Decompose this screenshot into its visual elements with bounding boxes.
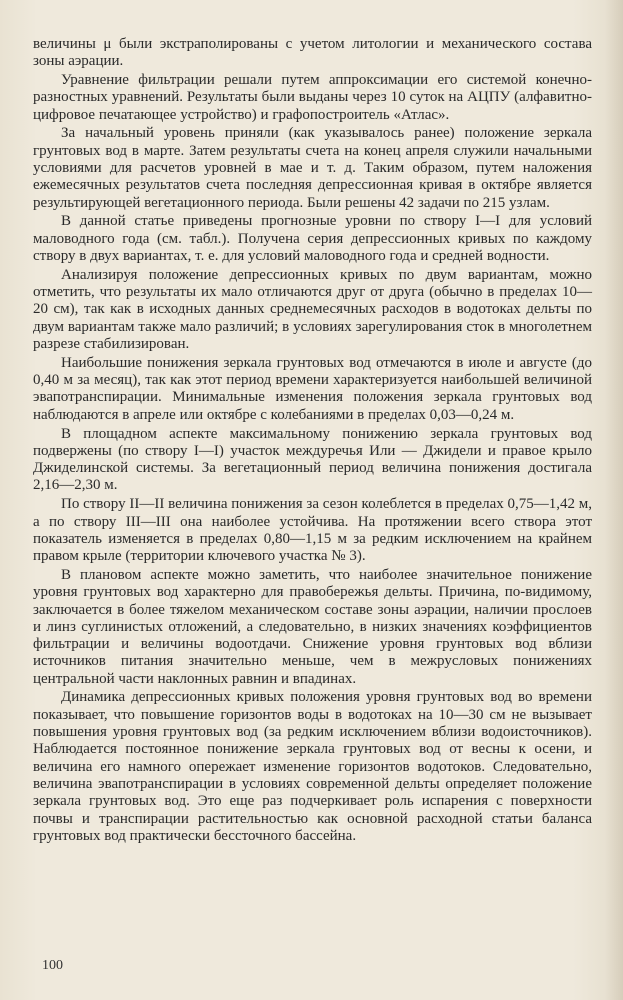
paragraph-4: В данной статье приведены прогнозные уровни по створу I—I для условий маловодного года (см. табл.). Получена серия депрессионных кривых по каждому створу в двух вариантах, т. е. для условий маловодного года и средней водности. — [33, 213, 592, 265]
paragraph-6: Наибольшие понижения зеркала грунтовых вод отмечаются в июле и августе (до 0,40 м за месяц), так как этот период времени характеризуется наибольшей величиной эвапотранспирации. Минимальные изменения положения зеркала грунтовых вод наблюдаются в апреле или октябре с колебаниями в пределах 0,03—0,24 м. — [33, 354, 592, 423]
paragraph-9: В плановом аспекте можно заметить, что наиболее значительное понижение уровня грунтовых вод характерно для правобережья дельты. Причина, по-видимому, заключается в более тяжелом механическом составе зоны аэрации, наличии прослоев и линз суглинистых отложений, а следовательно, в низких значениях коэффициентов фильтрации и величины водоотдачи. Снижение уровня грунтовых вод вблизи источников питания значительно меньше, чем в межрусловых понижениях центральной части наклонных равнин и впадинах. — [33, 566, 592, 687]
paragraph-7: В площадном аспекте максимальному понижению зеркала грунтовых вод подвержены (по створу I—I) участок междуречья Или — Джидели и правое крыло Джиделинской системы. За вегетационный период величина понижения достигала 2,16—2,30 м. — [33, 425, 592, 494]
body-text — [33, 36, 592, 847]
paragraph-8: По створу II—II величина понижения за сезон колеблется в пределах 0,75—1,42 м, а по створу III—III она наиболее устойчива. На протяжении всего створа этот показатель изменяется в пределах 0,80—1,15 м за редким исключением на крайнем правом крыле (территории ключевого участка № 3). — [33, 496, 592, 565]
page-edge-shadow — [605, 0, 623, 1000]
paragraph-5: Анализируя положение депрессионных кривых по двум вариантам, можно отметить, что результаты их мало отличаются друг от друга (обычно в пределах 10—20 см), так как в исходных данных среднемесячных расходов в водотоках дельты по двум вариантам также мало различий; в условиях зарегулирования сток в многолетнем разрезе стабилизирован. — [33, 266, 592, 353]
paragraph-2: Уравнение фильтрации решали путем аппроксимации его системой конечно-разностных уравнений. Результаты были выданы через 10 суток на АЦПУ (алфавитно-цифровое печатающее устройство) и графопостроитель «Атлас». — [33, 72, 592, 123]
page-number: 100 — [42, 958, 63, 973]
paragraph-3: За начальный уровень приняли (как указывалось ранее) положение зеркала грунтовых вод в марте. Затем результаты счета на конец апреля служили начальными условиями для расчетов уровней в мае и т. д. Таким образом, путем наложения ежемесячных результатов счета последняя депрессионная кривая в октябре является результирующей вегетационного периода. Были решены 42 задачи по 215 узлам. — [33, 125, 592, 211]
paragraph-10: Динамика депрессионных кривых положения уровня грунтовых вод во времени показывает, что повышение горизонтов воды в водотоках на 10—30 см не вызывает повышения уровня грунтовых вод (за редким исключением вблизи водоисточников). Наблюдается постоянное понижение зеркала грунтовых вод от весны к осени, и величина его намного опережает изменение горизонтов водотоков. Следовательно, величина эвапотранспирации в условиях современной дельты определяет положение зеркала грунтовых вод. Это еще раз подчеркивает роль испарения с поверхности почвы и транспирации растительностью как основной расходной статьи баланса грунтовых вод практически бессточного бассейна. — [33, 689, 592, 844]
paragraph-1: величины μ были экстраполированы с учетом литологии и механического состава зоны аэрации. — [33, 36, 592, 70]
